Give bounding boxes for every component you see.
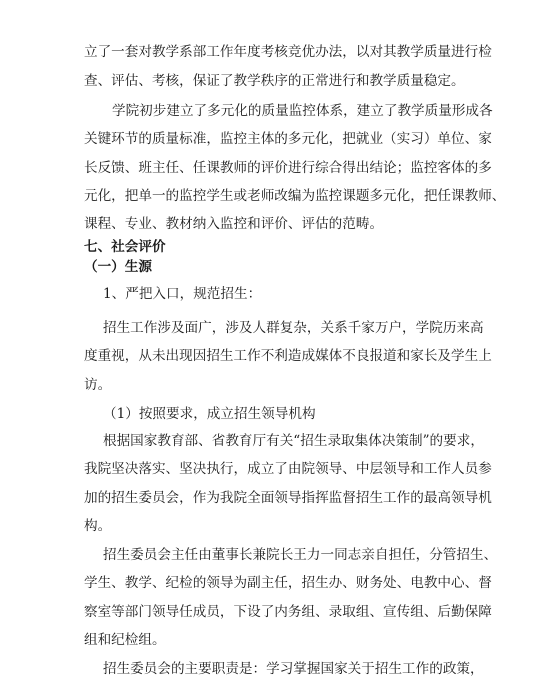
body-text-line: 元化，把单一的监控学生或老师改编为监控课题多元化，把任课教师、	[84, 188, 506, 204]
body-text-line: 察室等部门领导任成员，下设了内务组、录取组、宣传组、后勤保障	[84, 604, 492, 620]
body-text-line: 1、严把入口，规范招生：	[103, 286, 262, 302]
body-text-line: 关键环节的质量标准，监控主体的多元化，把就业（实习）单位、家	[84, 131, 492, 147]
body-text-line: 学院初步建立了多元化的质量监控体系，建立了教学质量形成各	[112, 103, 493, 119]
body-text-line: 组和纪检组。	[84, 632, 166, 648]
body-text-line: 学生、教学、纪检的领导为副主任，招生办、财务处、电教中心、督	[84, 575, 492, 591]
body-text-line: 根据国家教育部、省教育厅有关“招生录取集体决策制”的要求，	[103, 433, 484, 449]
body-text-line: 立了一套对教学系部工作年度考核竞优办法，以对其教学质量进行检	[84, 44, 492, 60]
body-text-line: 度重视，从未出现因招生工作不利造成媒体不良报道和家长及学生上	[84, 348, 492, 364]
body-text-line: 访。	[84, 377, 112, 393]
body-text-line: 构。	[84, 518, 112, 534]
body-text-line: 加的招生委员会，作为我院全面领导指挥监督招生工作的最高领导机	[84, 490, 492, 506]
body-text-line: 长反馈、班主任、任课教师的评价进行综合得出结论；监控客体的多	[84, 160, 492, 176]
body-text-line: 课程、专业、教材纳入监控和评价、评估的范畴。	[84, 216, 384, 232]
body-text-line: 我院坚决落实、坚决执行，成立了由院领导、中层领导和工作人员参	[84, 461, 492, 477]
body-text-line: 招生委员会的主要职责是：学习掌握国家关于招生工作的政策，	[103, 661, 484, 677]
body-text-line: 招生工作涉及面广，涉及人群复杂，关系千家万户，学院历来高	[103, 320, 484, 336]
subsection-heading: （一）生源	[84, 259, 152, 275]
body-text-line: 查、评估、考核，保证了教学秩序的正常进行和教学质量稳定。	[84, 73, 465, 89]
body-text-line: （1）按照要求，成立招生领导机构	[103, 406, 316, 422]
section-heading: 七、社会评价	[84, 239, 166, 255]
body-text-line: 招生委员会主任由董事长兼院长王力一同志亲自担任，分管招生、	[103, 547, 498, 563]
